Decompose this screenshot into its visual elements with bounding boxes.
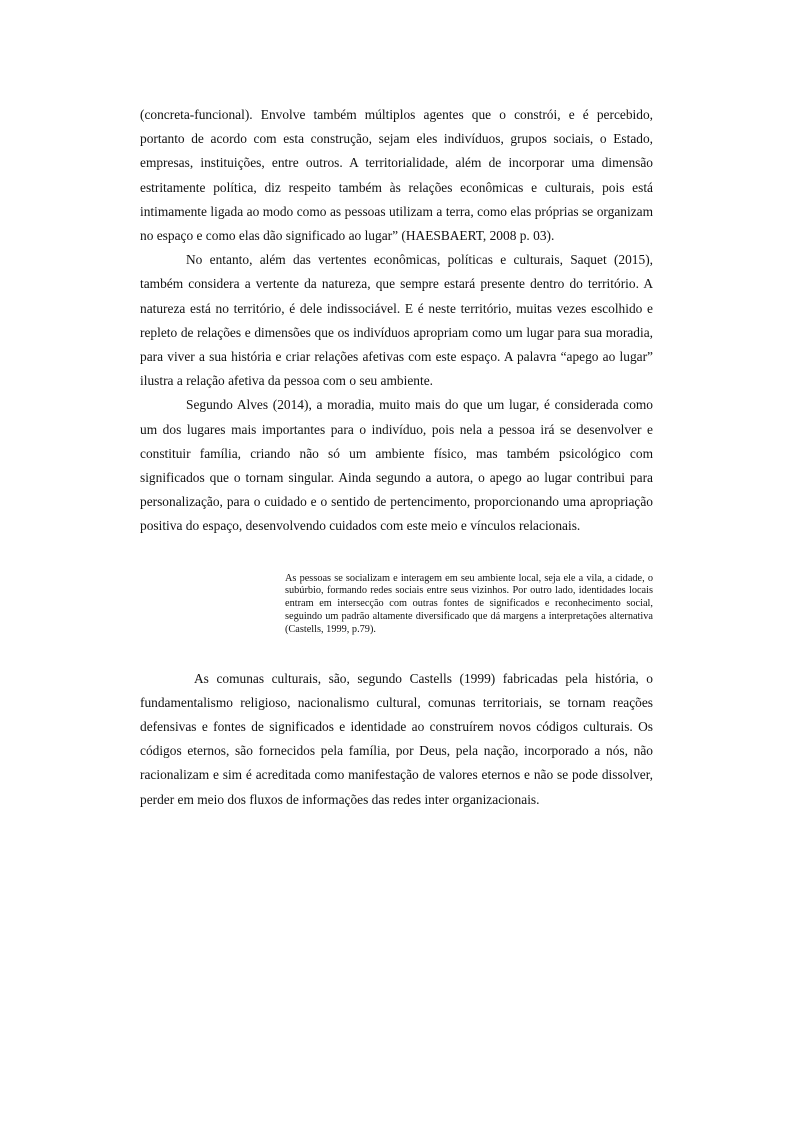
quote-spacer: [140, 637, 653, 667]
page-content: [140, 103, 653, 812]
block-quote-castells: As pessoas se socializam e interagem em seu ambiente local, seja ele a vila, a cidade, o subúrbio, formando redes sociais entre seus vizinhos. Por outro lado, identidades locais entram em intersecção com outras fontes de significados e reconhecimento social, seguindo um padrão altamente diversificado que dá margens a interpretações alternativa (Castells, 1999, p.79).: [285, 572, 653, 635]
paragraph-haesbaert-quote-end: (concreta-funcional). Envolve também múltiplos agentes que o constrói, e é percebido, portanto de acordo com esta construção, sejam eles indivíduos, grupos sociais, o Estado, empresas, instituições, entre outros. A territorialidade, além de incorporar uma dimensão estritamente política, diz respeito também às relações econômicas e culturais, pois está intimamente ligada ao modo como as pessoas utilizam a terra, como elas próprias se organizam no espaço e como elas dão significado ao lugar” (HAESBAERT, 2008 p. 03).: [140, 107, 653, 244]
paragraph-alves: Segundo Alves (2014), a moradia, muito mais do que um lugar, é considerada como um dos lugares mais importantes para o indivíduo, pois nela a pessoa irá se desenvolver e constituir família, criando não só um ambiente físico, mas também psicológico com significados que o tornam singular. Ainda segundo a autora, o apego ao lugar contribui para personalização, para o cuidado e o sentido de pertencimento, proporcionando uma apropriação positiva do espaço, desenvolvendo cuidados com este meio e vínculos relacionais.: [140, 397, 653, 534]
paragraph-saquet: No entanto, além das vertentes econômicas, políticas e culturais, Saquet (2015), também considera a vertente da natureza, que sempre estará presente dentro do território. A natureza está no território, é dele indissociável. E é neste território, muitas vezes escolhido e repleto de relações e dimensões que os indivíduos apropriam como um lugar para sua moradia, para viver a sua história e criar relações afetivas com este espaço. A palavra “apego ao lugar” ilustra a relação afetiva da pessoa com o seu ambiente.: [140, 252, 653, 389]
paragraph-comunas-culturais: As comunas culturais, são, segundo Castells (1999) fabricadas pela história, o fundamentalismo religioso, nacionalismo cultural, comunas territoriais, se tornam reações defensivas e fontes de significados e identidade ao construírem novos códigos culturais. Os códigos eternos, são fornecidos pela família, por Deus, pela nação, incorporado a nós, não racionalizam e sim é acreditada como manifestação de valores eternos e não se pode dissolver, perder em meio dos fluxos de informações das redes inter organizacionais.: [140, 670, 653, 807]
